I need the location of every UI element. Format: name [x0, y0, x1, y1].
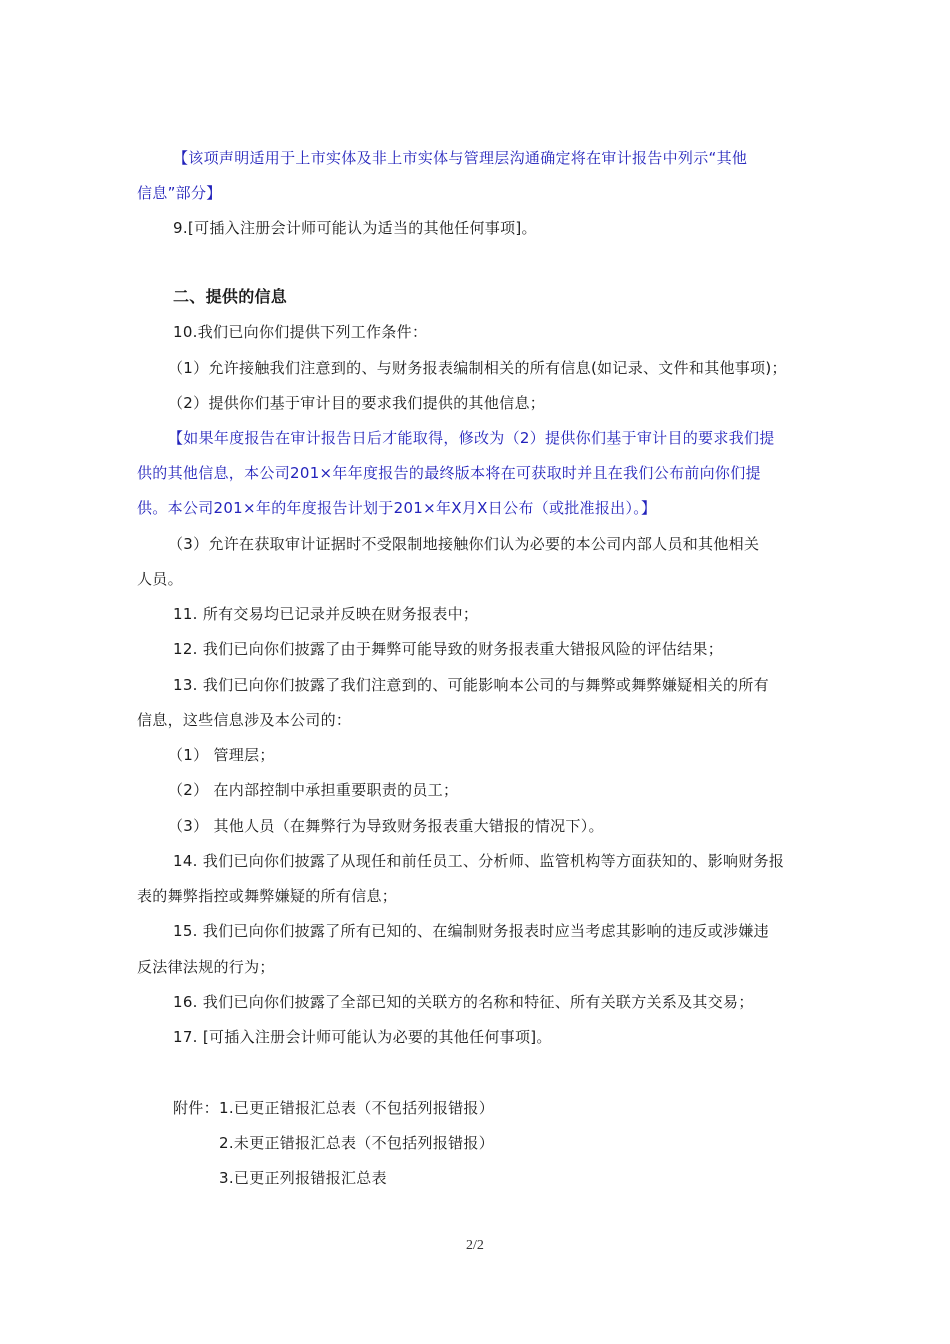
sub-item: （2） 在内部控制中承担重要职责的员工；: [168, 781, 459, 799]
paragraph-item-13: 信息，这些信息涉及本公司的：: [137, 711, 352, 729]
sub-item: （3） 其他人员（在舞弊行为导致财务报表重大错报的情况下）。: [168, 817, 604, 835]
attachment-item: 2.未更正错报汇总表（不包括列报错报）: [219, 1134, 495, 1152]
note-line: 供的其他信息，本公司201×年年度报告的最终版本将在可获取时并且在我们公布前向你们提: [137, 464, 761, 482]
section-heading: 二、提供的信息: [173, 287, 288, 306]
paragraph-item-12: 12. 我们已向你们披露了由于舞弊可能导致的财务报表重大错报风险的评估结果；: [173, 640, 724, 658]
paragraph-item-16: 16. 我们已向你们披露了全部已知的关联方的名称和特征、所有关联方关系及其交易；: [173, 993, 754, 1011]
paragraph-item-13: 13. 我们已向你们披露了我们注意到的、可能影响本公司的与舞弊或舞弊嫌疑相关的所有: [173, 676, 769, 694]
paragraph-item-17: 17. [可插入注册会计师可能认为必要的其他任何事项]。: [173, 1028, 552, 1046]
note-line: 供。本公司201×年的年度报告计划于201×年X月X日公布（或批准报出）。】: [137, 499, 657, 517]
sub-item: （3）允许在获取审计证据时不受限制地接触你们认为必要的本公司内部人员和其他相关: [168, 535, 760, 553]
sub-item: （1） 管理层；: [168, 746, 275, 764]
attachment-item: 3.已更正列报错报汇总表: [219, 1169, 387, 1187]
sub-item: （2）提供你们基于审计目的要求我们提供的其他信息；: [168, 394, 546, 412]
paragraph-item-9: 9.[可插入注册会计师可能认为适当的其他任何事项]。: [173, 219, 537, 237]
sub-item: 人员。: [137, 570, 183, 588]
note-line: 【如果年度报告在审计报告日后才能取得，修改为（2）提供你们基于审计目的要求我们提: [168, 429, 775, 447]
paragraph-item-15: 反法律法规的行为；: [137, 958, 275, 976]
attachment-item: 1.已更正错报汇总表（不包括列报错报）: [219, 1099, 495, 1117]
paragraph-item-14: 14. 我们已向你们披露了从现任和前任员工、分析师、监管机构等方面获知的、影响财务报: [173, 852, 785, 870]
paragraph-item-10: 10.我们已向你们提供下列工作条件：: [173, 323, 428, 341]
paragraph-item-14: 表的舞弊指控或舞弊嫌疑的所有信息；: [137, 887, 398, 905]
page-number: 2/2: [466, 1238, 484, 1253]
note-line: 信息”部分】: [137, 184, 222, 202]
paragraph-item-11: 11. 所有交易均已记录并反映在财务报表中；: [173, 605, 479, 623]
note-line: 【该项声明适用于上市实体及非上市实体与管理层沟通确定将在审计报告中列示“其他: [173, 149, 748, 167]
paragraph-item-15: 15. 我们已向你们披露了所有已知的、在编制财务报表时应当考虑其影响的违反或涉嫌违: [173, 922, 769, 940]
sub-item: （1）允许接触我们注意到的、与财务报表编制相关的所有信息(如记录、文件和其他事项)；: [168, 359, 787, 377]
attachments-label: 附件：: [173, 1099, 219, 1117]
